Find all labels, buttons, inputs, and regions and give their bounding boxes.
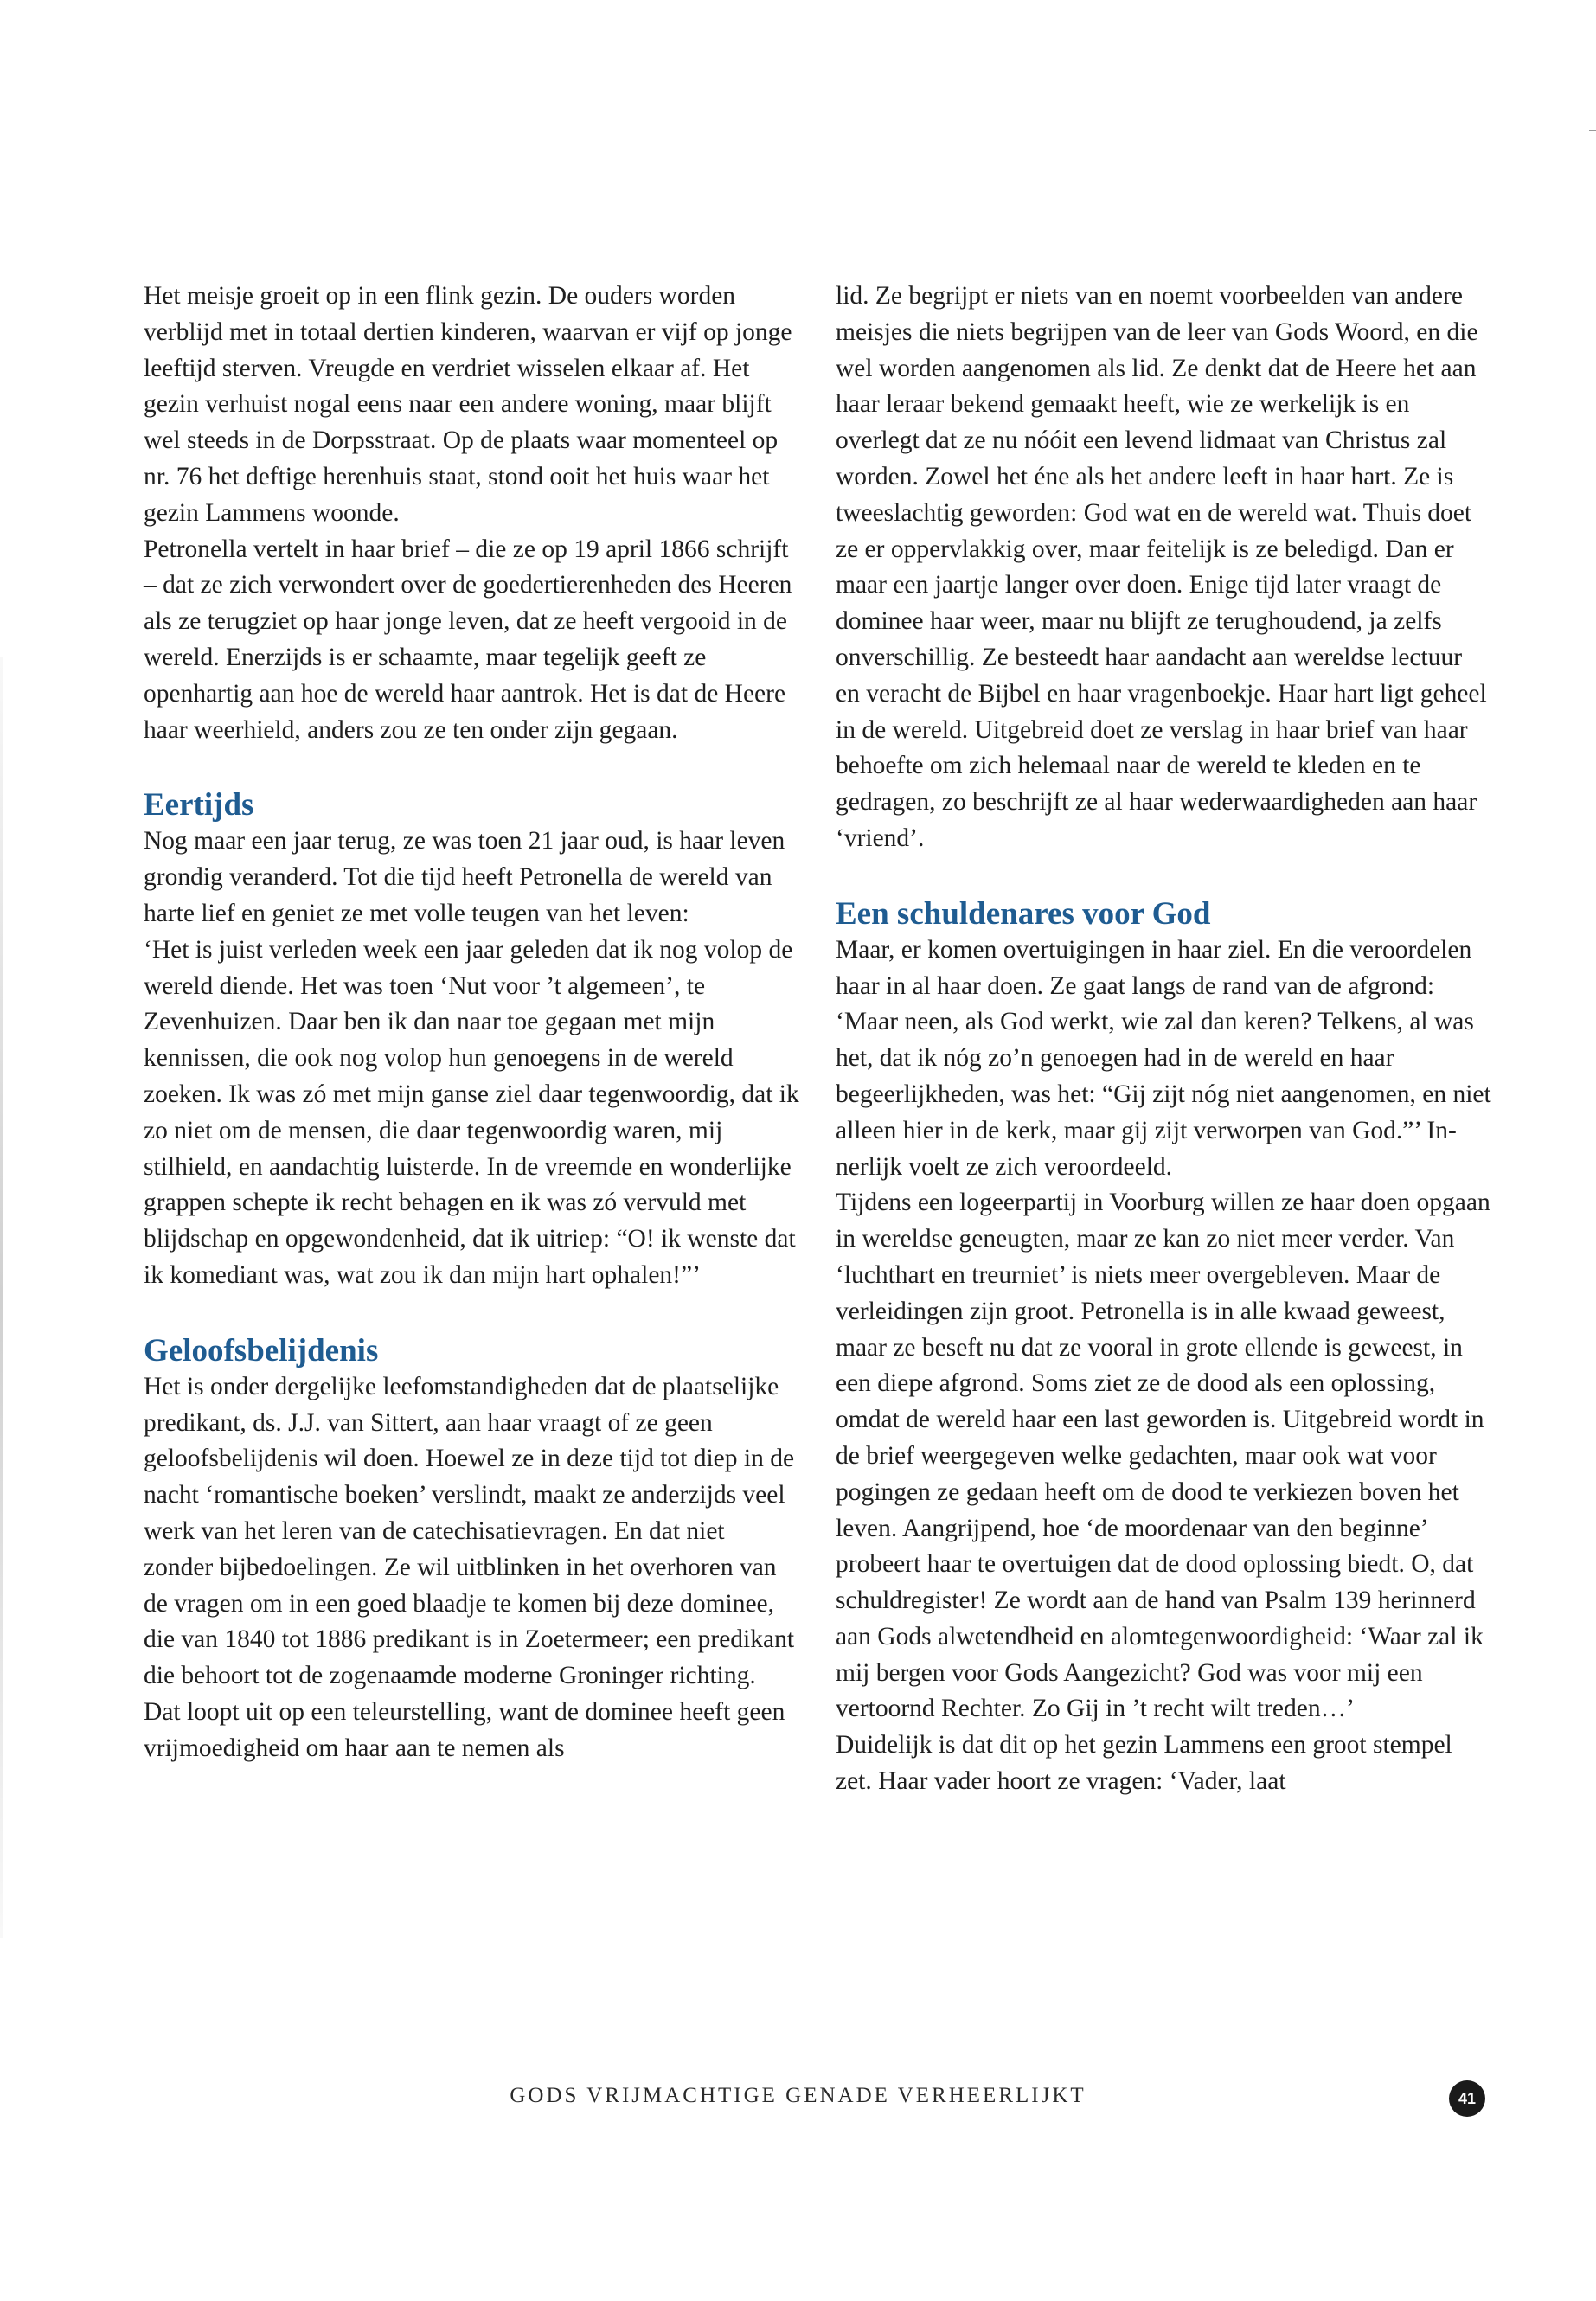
paragraph: Petronella vertelt in haar brief – die ze op 19 april 1866 schrijft – dat ze zich verwondert over de goedertierenheden des Heeren als ze terugziet op haar jonge leven, dat ze heeft vergooid in de wereld. Enerzijds is er schaamte, maar tegelijk geeft ze openhartig aan hoe de wereld haar aantrok. Het is dat de Heere haar weerhield, anders zou ze ten onder zijn gegaan. (144, 535, 792, 744)
paragraph: Nog maar een jaar terug, ze was toen 21 jaar oud, is haar leven grondig veranderd. Tot die tijd heeft Petronella de wereld van harte lief en geniet ze met volle teugen van het leven: (144, 827, 785, 927)
paragraph: Maar, er komen overtuigingen in haar ziel. En die veroordelen haar in al haar doen. Ze gaat langs de rand van de afgrond: ‘Maar neen, als God werkt, wie zal dan keren? Telkens, al was het, dat ik nóg zo’n genoegen had in de wereld en haar begeerlijkheden, was het: “Gij zijt nóg niet aangenomen, en niet alleen hier in de kerk, maar gij zijt verworpen van God.”’ Innerlijk voelt ze zich veroordeeld. (836, 935, 1491, 1181)
quote-paragraph: ‘Het is juist verleden week een jaar geleden dat ik nog volop de wereld diende. Het was toen ‘Nut voor ’t algemeen’, te Zevenhuizen. Daar ben ik dan naar toe gegaan met mijn kennissen, die ook nog volop hun genoegens in de wereld zoeken. Ik was zó met mijn ganse ziel daar tegenwoordig, dat ik zo niet om de mensen, die daar tegenwoordig waren, mij stilhield, en aandachtig luisterde. In de vreemde en wonderlijke grappen schepte ik recht behagen en ik was zó vervuld met blijdschap en opgewondenheid, dat ik uitriep: “O! ik wenste dat ik komediant was, wat zou ik dan mijn hart ophalen!”’ (144, 935, 799, 1289)
right-column (836, 279, 1491, 1800)
paragraph: Dat loopt uit op een teleurstelling, want de dominee heeft geen vrijmoedigheid om haar aan te nemen als (144, 1697, 785, 1762)
paragraph: Duidelijk is dat dit op het gezin Lammens een groot stempel zet. Haar vader hoort ze vragen: ‘Vader, laat (836, 1731, 1452, 1796)
paragraph: Het meisje groeit op in een flink gezin. De ouders worden verblijd met in totaal dertien kinderen, waarvan er vijf op jonge leeftijd sterven. Vreugde en verdriet wisselen elkaar af. Het gezin verhuist nogal eens naar een andere woning, maar blijft wel steeds in de Dorpsstraat. Op de plaats waar momenteel op nr. 76 het deftige herenhuis staat, stond ooit het huis waar het gezin Lammens woonde. (144, 282, 792, 527)
paragraph: Tijdens een logeerpartij in Voorburg willen ze haar doen opgaan in wereldse geneugten, maar ze kan zo niet meer verder. Van ‘luchthart en treurniet’ is niets meer overgebleven. Maar de verleidingen zijn groot. Petronella is in alle kwaad geweest, maar ze beseft nu dat ze vooral in grote ellende is geweest, in een diepe afgrond. Soms ziet ze de dood als een oplossing, omdat de wereld haar een last geworden is. Uitgebreid wordt in de brief weergegeven welke gedachten, maar ook wat voor pogingen ze gedaan heeft om de dood te verkiezen boven het leven. Aangrijpend, hoe ‘de moordenaar van den beginne’ probeert haar te overtuigen dat de dood oplossing biedt. O, dat schuldregister! Ze wordt aan de hand van Psalm 139 herinnerd aan Gods alwetendheid en alomtegenwoordigheid: ‘Waar zal ik mij bergen voor Gods Aangezicht? God was voor mij een vertoornd Rechter. Zo Gij in ’t recht wilt treden…’ (836, 1189, 1490, 1723)
page-edge-shadow (0, 657, 3, 1938)
section-heading-eertijds: Eertijds (144, 787, 254, 824)
section-heading-schuldenares: Een schuldenares voor God (836, 895, 1211, 932)
running-footer-title: GODS VRIJMACHTIGE GENADE VERHEERLIJKT (510, 2084, 1086, 2107)
paragraph: Het is onder dergelijke leefomstandigheden dat de plaatselijke predikant, ds. J.J. van Sittert, aan haar vraagt of ze geen geloofsbelijdenis wil doen. Hoewel ze in deze tijd tot diep in de nacht ‘romantische boeken’ verslindt, maakt ze anderzijds veel werk van het leren van de catechisatievragen. En dat niet zonder bijbedoelingen. Ze wil uitblinken in het overhoren van de vragen om in een goed blaadje te komen bij deze dominee, die van 1840 tot 1886 predikant is in Zoetermeer; een predikant die behoort tot de zogenaamde moderne Groninger richting. (144, 1372, 795, 1690)
paragraph: lid. Ze begrijpt er niets van en noemt voorbeelden van andere meisjes die niets begrijpen van de leer van Gods Woord, en die wel worden aangenomen als lid. Ze denkt dat de Heere het aan haar leraar bekend gemaakt heeft, wie ze werkelijk is en overlegt dat ze nu nóóit een levend lidmaat van Christus zal worden. Zowel het éne als het andere leeft in haar hart. Ze is tweeslachtig geworden: God wat en de wereld wat. Thuis doet ze er oppervlakkig over, maar feitelijk is ze beledigd. Dan er maar een jaartje langer over doen. Enige tijd later vraagt de dominee haar weer, maar nu blijft ze terughoudend, ja zelfs onverschillig. Ze besteedt haar aandacht aan wereldse lectuur en veracht de Bijbel en haar vragenboekje. Haar hart ligt geheel in de wereld. Uitgebreid doet ze verslag in haar brief van haar behoefte om zich helemaal naar de wereld te kleden en te gedragen, zo beschrijft ze al haar wederwaardigheden aan haar ‘vriend’. (836, 282, 1487, 852)
page-number-badge: 41 (1449, 2080, 1485, 2117)
section-heading-geloofsbelijdenis: Geloofsbelijdenis (144, 1332, 379, 1368)
crop-mark (1589, 130, 1596, 131)
left-column (144, 279, 799, 1766)
